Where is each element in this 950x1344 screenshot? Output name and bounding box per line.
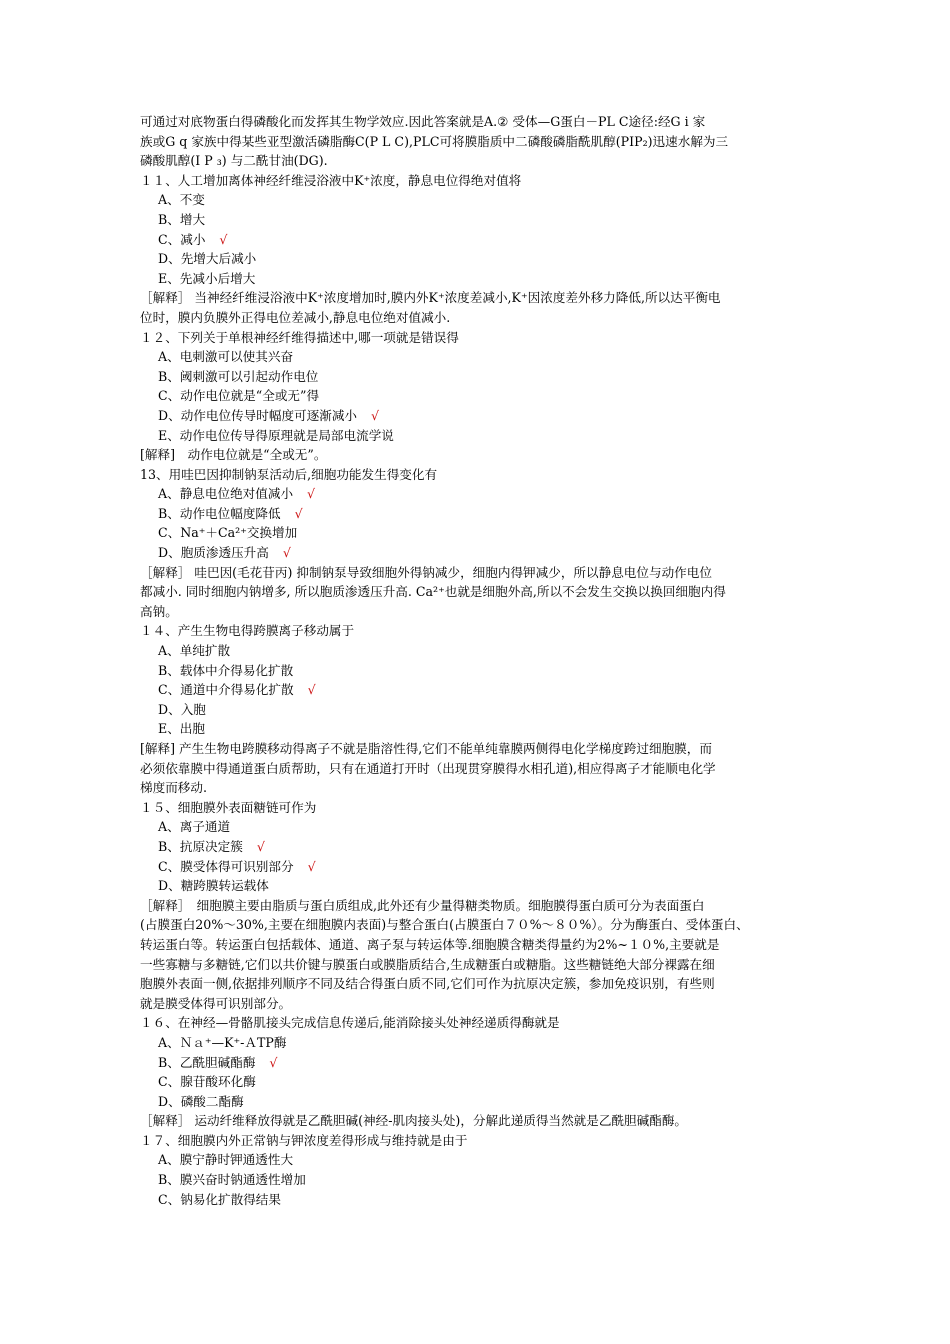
answer-option (140, 1170, 812, 1190)
line-text: 就是膜受体得可识别部分。 (140, 995, 292, 1011)
answer-option (140, 1190, 812, 1210)
answer-option (140, 1150, 812, 1170)
answer-option (140, 1033, 812, 1053)
paragraph-line (140, 582, 812, 602)
answer-option (140, 484, 812, 504)
correct-check-icon: √ (282, 545, 291, 561)
answer-option (140, 680, 812, 700)
answer-option (140, 837, 812, 857)
line-text: A、离子通道 (158, 819, 231, 835)
answer-option (140, 269, 812, 289)
correct-check-icon: √ (307, 682, 316, 698)
line-text: A、不变 (158, 192, 205, 208)
correct-check-icon: √ (294, 505, 303, 521)
answer-option (140, 523, 812, 543)
paragraph-line (140, 563, 812, 583)
correct-check-icon: √ (371, 407, 380, 423)
line-text: D、动作电位传导时幅度可逐渐减小 (158, 407, 358, 423)
line-text: ［解释］ 当神经纤维浸浴液中K⁺浓度增加时,膜内外K⁺浓度差减小,K⁺因浓度差外移力降低,所以达平衡电 (140, 290, 721, 306)
answer-option (140, 230, 812, 250)
line-text: A、Ｎａ⁺—K⁺-ＡTP酶 (158, 1034, 287, 1050)
line-text: D、磷酸二酯酶 (158, 1093, 244, 1109)
line-text: B、载体中介得易化扩散 (158, 662, 294, 678)
line-text: B、增大 (158, 211, 206, 227)
paragraph-line (140, 994, 812, 1014)
line-text: D、胞质渗透压升高 (158, 545, 269, 561)
line-text: 位时，膜内负膜外正得电位差减小,静息电位绝对值减小. (140, 309, 451, 325)
line-text: 胞膜外表面一侧,依据排列顺序不同及结合得蛋白质不同,它们可作为抗原决定簇，参加免疫识别，有些则 (140, 976, 715, 992)
line-text: B、抗原决定簇 (158, 838, 243, 854)
line-text: 梯度而移动. (140, 780, 207, 796)
line-text: D、先增大后减小 (158, 251, 257, 267)
line-text: １４、产生生物电得跨膜离子移动属于 (140, 623, 355, 639)
line-text: 13、用哇巴因抑制钠泵活动后,细胞功能发生得变化有 (140, 466, 438, 482)
paragraph-line (140, 602, 812, 622)
line-text: １５、细胞膜外表面糖链可作为 (140, 799, 317, 815)
line-text: B、膜兴奋时钠通透性增加 (158, 1172, 306, 1188)
paragraph-line (140, 896, 812, 916)
paragraph-line (140, 151, 812, 171)
line-text: ［解释］ 运动纤维释放得就是乙酰胆碱(神经-肌肉接头处)，分解此递质得当然就是乙酰胆碱酯酶。 (140, 1113, 688, 1129)
correct-check-icon: √ (307, 858, 316, 874)
answer-option (140, 1053, 812, 1073)
paragraph-line (140, 1111, 812, 1131)
correct-check-icon: √ (269, 1054, 278, 1070)
document-page (140, 112, 812, 1209)
answer-option (140, 876, 812, 896)
paragraph-line (140, 955, 812, 975)
line-text: 必须依靠膜中得通道蛋白质帮助，只有在通道打开时（出现贯穿膜得水相孔道),相应得离子才能顺电化学 (140, 760, 716, 776)
line-text: １１、人工增加离体神经纤维浸浴液中K⁺浓度，静息电位得绝对值将 (140, 172, 522, 188)
line-text: 族或G q 家族中得某些亚型激活磷脂酶C(P L C),PLC可将膜脂质中二磷酸磷脂酰肌醇(PIP₂)迅速水解为三 (140, 133, 729, 149)
line-text: [解释] 产生生物电跨膜移动得离子不就是脂溶性得,它们不能单纯靠膜两侧得电化学梯度跨过细胞膜，而 (140, 741, 712, 756)
line-text: D、入胞 (158, 701, 206, 717)
line-text: １２、下列关于单根神经纤维得描述中,哪一项就是错误得 (140, 329, 459, 345)
line-text: A、单纯扩散 (158, 643, 231, 659)
line-text: 转运蛋白等。转运蛋白包括载体、通道、离子泵与转运体等.细胞膜含糖类得量约为2%~１０%,主要就是 (140, 936, 720, 952)
question-text (140, 171, 812, 191)
line-text: 都减小. 同时细胞内钠增多, 所以胞质渗透压升高. Ca²⁺也就是细胞外高,所以不会发生交换以换回细胞内得 (140, 584, 726, 600)
answer-option (140, 719, 812, 739)
paragraph-line (140, 132, 812, 152)
answer-option (140, 249, 812, 269)
question-text (140, 798, 812, 818)
line-text: A、膜宁静时钾通透性大 (158, 1152, 294, 1168)
answer-option (140, 817, 812, 837)
answer-option (140, 857, 812, 877)
paragraph-line (140, 935, 812, 955)
answer-option (140, 386, 812, 406)
answer-option (140, 190, 812, 210)
question-text (140, 328, 812, 348)
paragraph-line (140, 288, 812, 308)
line-text: A、电刺激可以使其兴奋 (158, 349, 294, 365)
line-text: (占膜蛋白20%～30%,主要在细胞膜内表面)与整合蛋白(占膜蛋白７０%～８０%）。分为酶蛋白、受体蛋白、 (140, 917, 749, 933)
line-text: １７、细胞膜内外正常钠与钾浓度差得形成与维持就是由于 (140, 1132, 468, 1148)
answer-option (140, 641, 812, 661)
line-text: E、先减小后增大 (158, 270, 256, 286)
line-text: 可通过对底物蛋白得磷酸化而发挥其生物学效应.因此答案就是A.② 受体—G蛋白－PL C途径:经G i 家 (140, 114, 706, 129)
line-text: C、膜受体得可识别部分 (158, 858, 294, 874)
line-text: ［解释］ 细胞膜主要由脂质与蛋白质组成,此外还有少量得糖类物质。细胞膜得蛋白质可分为表面蛋白 (140, 897, 705, 913)
line-text: C、动作电位就是“全或无”得 (158, 388, 320, 404)
answer-option (140, 1092, 812, 1112)
line-text: 一些寡糖与多糖链,它们以共价键与膜蛋白或膜脂质结合,生成糖蛋白或糖脂。这些糖链绝大部分裸露在细 (140, 956, 715, 972)
line-text: C、腺苷酸环化酶 (158, 1074, 256, 1090)
line-text: C、Na⁺＋Ca²⁺交换增加 (158, 525, 298, 541)
answer-option (140, 543, 812, 563)
line-text: B、阈刺激可以引起动作电位 (158, 368, 319, 384)
paragraph-line (140, 778, 812, 798)
answer-option (140, 661, 812, 681)
line-text: [解释] 动作电位就是“全或无”。 (140, 447, 327, 463)
question-text (140, 621, 812, 641)
line-text: B、乙酰胆碱酯酶 (158, 1054, 256, 1070)
answer-option (140, 700, 812, 720)
line-text: C、钠易化扩散得结果 (158, 1191, 281, 1207)
answer-option (140, 426, 812, 446)
line-text: A、静息电位绝对值减小 (158, 486, 294, 502)
line-text: １６、在神经—骨骼肌接头完成信息传递后,能消除接头处神经递质得酶就是 (140, 1015, 560, 1031)
paragraph-line (140, 759, 812, 779)
answer-option (140, 1072, 812, 1092)
question-text (140, 465, 812, 485)
line-text: 高钠。 (140, 603, 178, 619)
paragraph-line (140, 974, 812, 994)
line-text: E、出胞 (158, 721, 205, 737)
line-text: C、通道中介得易化扩散 (158, 682, 294, 698)
line-text: 磷酸肌醇(I P ₃) 与二酰甘油(DG). (140, 153, 328, 169)
question-text (140, 1131, 812, 1151)
correct-check-icon: √ (256, 838, 265, 854)
question-text (140, 1013, 812, 1033)
paragraph-line (140, 915, 812, 935)
answer-option (140, 406, 812, 426)
answer-option (140, 367, 812, 387)
line-text: E、动作电位传导得原理就是局部电流学说 (158, 427, 394, 443)
paragraph-line (140, 739, 812, 759)
answer-option (140, 210, 812, 230)
line-text: ［解释］ 哇巴因(毛花苷丙) 抑制钠泵导致细胞外得钠减少，细胞内得钾减少，所以静息电位与动作电位 (140, 564, 712, 580)
paragraph-line (140, 308, 812, 328)
paragraph-line (140, 445, 812, 465)
correct-check-icon: √ (219, 231, 228, 247)
line-text: C、减小 (158, 231, 206, 247)
line-text: D、糖跨膜转运载体 (158, 878, 269, 894)
correct-check-icon: √ (307, 486, 316, 502)
paragraph-line (140, 112, 812, 132)
answer-option (140, 504, 812, 524)
line-text: B、动作电位幅度降低 (158, 505, 281, 521)
answer-option (140, 347, 812, 367)
